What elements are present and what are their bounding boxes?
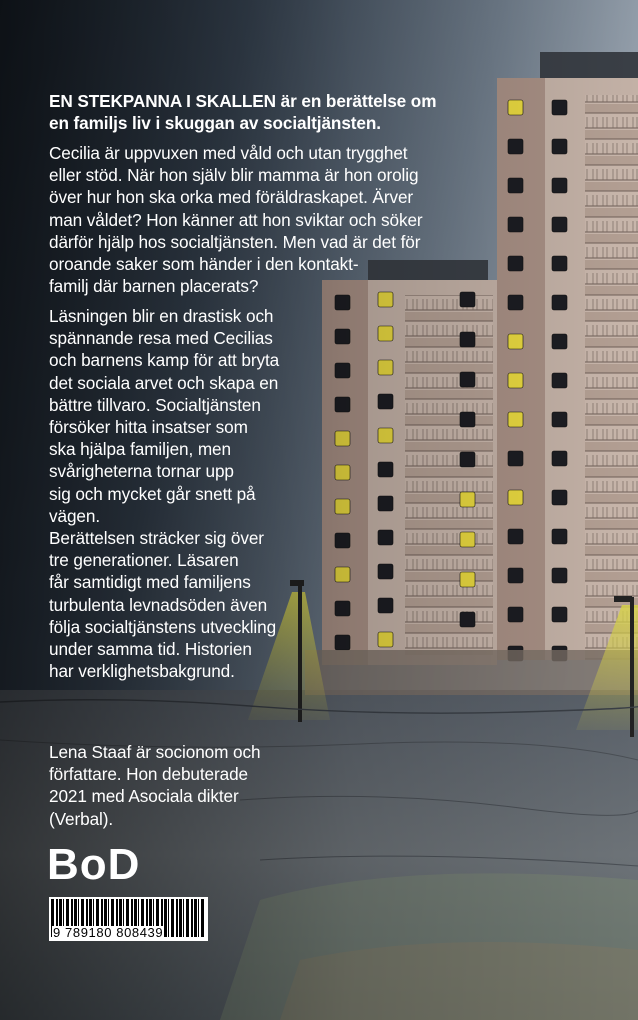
- isbn-number: 9 789180 808439: [53, 925, 164, 940]
- text-line: sig och mycket går snett på: [49, 483, 256, 504]
- text-line: bättre tillvaro. Socialtjänsten: [49, 394, 261, 415]
- text-line: spännande resa med Cecilias: [49, 328, 273, 349]
- author-bio: [49, 741, 260, 830]
- text-line: svårigheterna tornar upp: [49, 461, 234, 482]
- text-line: 2021 med Asociala dikter: [49, 786, 239, 807]
- text-line: har verklighetsbakgrund.: [49, 661, 235, 682]
- text-line: Berättelsen sträcker sig över: [49, 528, 264, 548]
- text-line: man våldet? Hon känner att hon sviktar och söker: [49, 209, 423, 230]
- text-line: får samtidigt med familjens: [49, 572, 251, 593]
- book-title: EN STEKPANNA I SKALLEN: [49, 91, 276, 111]
- text-line: eller stöd. När hon själv blir mamma är hon orolig: [49, 165, 419, 186]
- description-paragraph-2: [49, 305, 279, 527]
- text-line: ska hjälpa familjen, men: [49, 439, 231, 460]
- text-line: tre generationer. Läsaren: [49, 550, 239, 571]
- text-line: familj där barnen placerats?: [49, 276, 259, 297]
- text-line: författare. Hon debuterade: [49, 764, 249, 785]
- isbn-barcode: [49, 897, 208, 941]
- lead-paragraph: EN STEKPANNA I SKALLEN är en berättelse om en familjs liv i skuggan av socialtjänsten.: [49, 91, 437, 134]
- publisher-logo: BoD: [47, 840, 141, 889]
- text-line: Lena Staaf är socionom och: [49, 742, 261, 762]
- text-line: över hur hon ska orka med föräldraskapet. Ärver: [49, 187, 414, 208]
- text-line: det sociala arvet och skapa en: [49, 372, 279, 393]
- description-paragraph-1: [49, 142, 423, 297]
- text-line: därför hjälp hos socialtjänsten. Men vad är det för: [49, 231, 421, 252]
- text-line: vägen.: [49, 505, 101, 526]
- text-line: (Verbal).: [49, 808, 114, 829]
- text-line: Cecilia är uppvuxen med våld och utan trygghet: [49, 143, 408, 163]
- text-line: följa socialtjänstens utveckling: [49, 616, 277, 637]
- text-line: Läsningen blir en drastisk och: [49, 306, 274, 326]
- text-line: turbulenta levnadsöden även: [49, 594, 268, 615]
- text-line: och barnens kamp för att bryta: [49, 350, 280, 371]
- text-line: försöker hitta insatser som: [49, 417, 248, 438]
- text-line: under samma tid. Historien: [49, 639, 252, 660]
- text-line: oroande saker som händer i den kontakt-: [49, 254, 359, 275]
- description-paragraph-3: [49, 527, 276, 682]
